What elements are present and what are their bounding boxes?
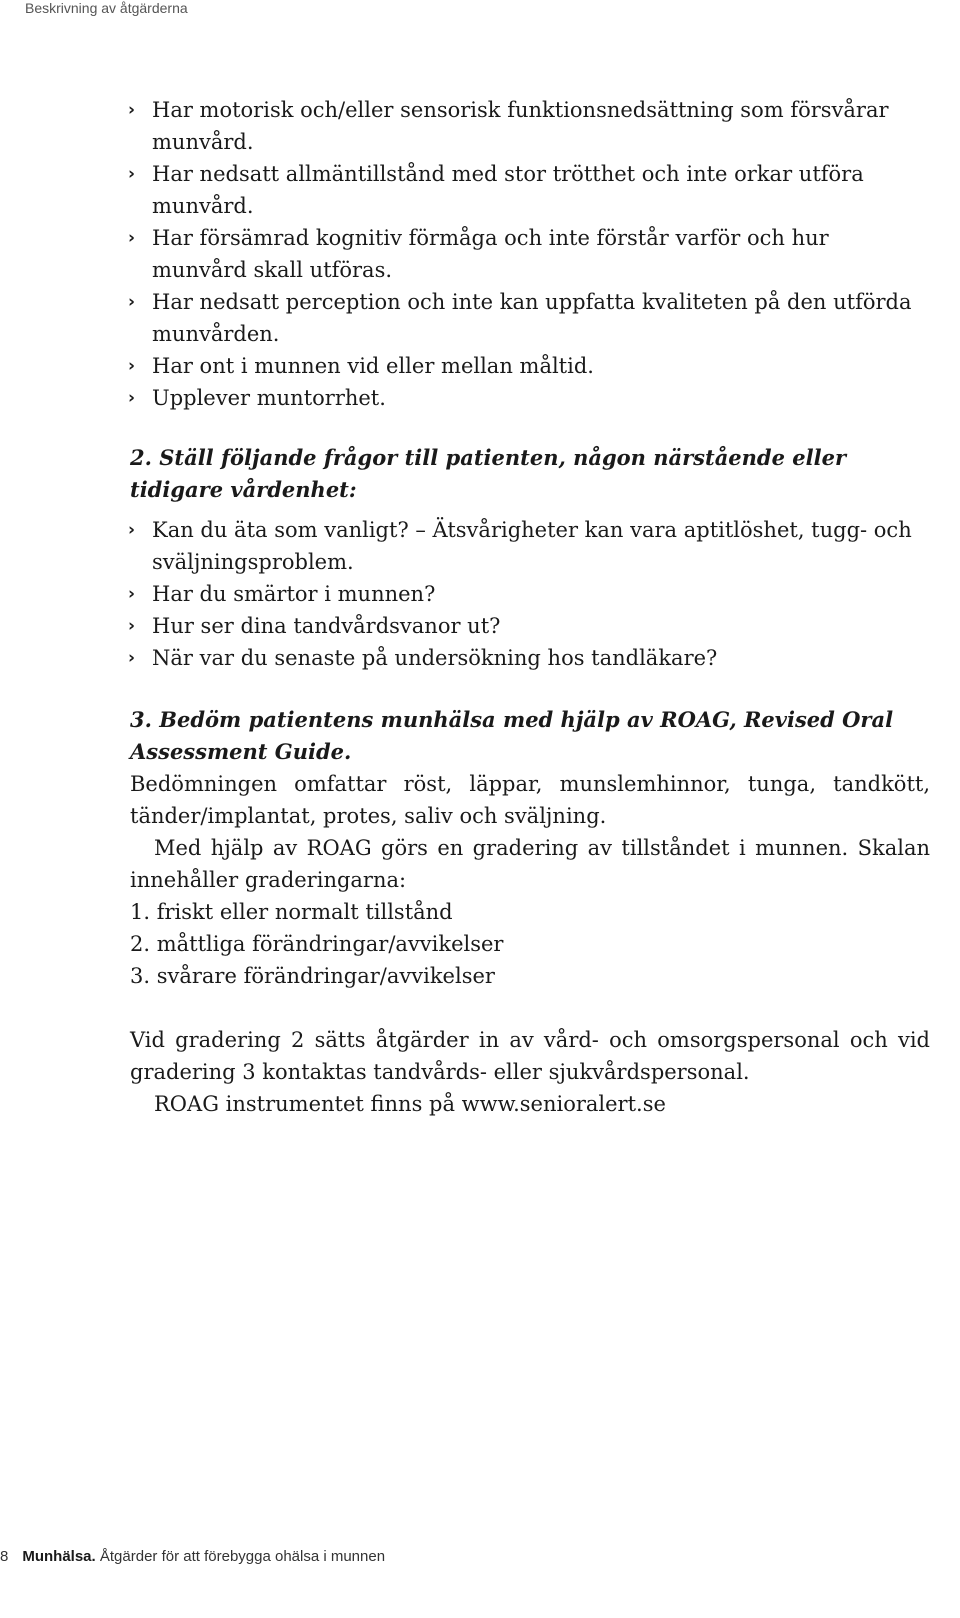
action-paragraph: Vid gradering 2 sätts åtgärder in av vård- och omsorgspersonal och vid gradering 3 kontaktas tandvårds- eller sjukvårdspersonal.: [130, 1028, 930, 1084]
footer-title: Åtgärder för att förebygga ohälsa i munnen: [99, 1548, 386, 1565]
chevron-right-icon: ›: [128, 164, 136, 184]
chevron-right-icon: ›: [128, 616, 136, 636]
chevron-right-icon: ›: [128, 388, 136, 408]
list-item: › Hur ser dina tandvårdsvanor ut?: [130, 610, 930, 642]
roag-link-paragraph: ROAG instrumentet finns på www.senioralert.se: [154, 1092, 666, 1116]
scale-item: 3. svårare förändringar/avvikelser: [130, 964, 495, 988]
list-item: › Har nedsatt perception och inte kan uppfatta kvaliteten på den utförda munvården.: [130, 286, 930, 350]
scale-item: 2. måttliga förändringar/avvikelser: [130, 932, 504, 956]
assessment-paragraph: Bedömningen omfattar röst, läppar, munslemhinnor, tunga, tandkött, tänder/implantat, protes, saliv och sväljning.: [130, 772, 930, 828]
footer-brand: Munhälsa.: [22, 1548, 96, 1565]
page-number: 8: [0, 1548, 9, 1565]
list-item: › Har motorisk och/eller sensorisk funktionsnedsättning som försvårar munvård.: [130, 94, 930, 158]
chevron-right-icon: ›: [128, 584, 136, 604]
list-item: › Har nedsatt allmäntillstånd med stor trötthet och inte orkar utföra munvård.: [130, 158, 930, 222]
list-item: › Har ont i munnen vid eller mellan måltid.: [130, 350, 930, 382]
list-item: › Kan du äta som vanligt? – Ätsvårigheter kan vara aptitlöshet, tugg- och sväljningsproblem.: [130, 514, 930, 578]
section-2-heading: 2. Ställ följande frågor till patienten, någon närstående eller tidigare vårdenhet:: [130, 445, 847, 502]
grading-scale: [130, 896, 930, 992]
chevron-right-icon: ›: [128, 356, 136, 376]
risk-list: [130, 94, 930, 414]
chevron-right-icon: ›: [128, 520, 136, 540]
list-item: › Har försämrad kognitiv förmåga och inte förstår varför och hur munvård skall utföras.: [130, 222, 930, 286]
page-footer: [0, 1548, 385, 1565]
chevron-right-icon: ›: [128, 292, 136, 312]
chevron-right-icon: ›: [128, 648, 136, 668]
page-content: [130, 94, 930, 1120]
running-head: Beskrivning av åtgärderna: [25, 0, 188, 16]
list-item: › När var du senaste på undersökning hos tandläkare?: [130, 642, 930, 674]
section-3-heading: 3. Bedöm patientens munhälsa med hjälp av ROAG, Revised Oral Assessment Guide.: [130, 707, 894, 764]
chevron-right-icon: ›: [128, 100, 136, 120]
grading-paragraph: Med hjälp av ROAG görs en gradering av tillståndet i munnen. Skalan innehåller graderingarna:: [130, 836, 930, 892]
question-list: [130, 514, 930, 674]
chevron-right-icon: ›: [128, 228, 136, 248]
list-item: › Upplever muntorrhet.: [130, 382, 930, 414]
list-item: › Har du smärtor i munnen?: [130, 578, 930, 610]
scale-item: 1. friskt eller normalt tillstånd: [130, 900, 453, 924]
